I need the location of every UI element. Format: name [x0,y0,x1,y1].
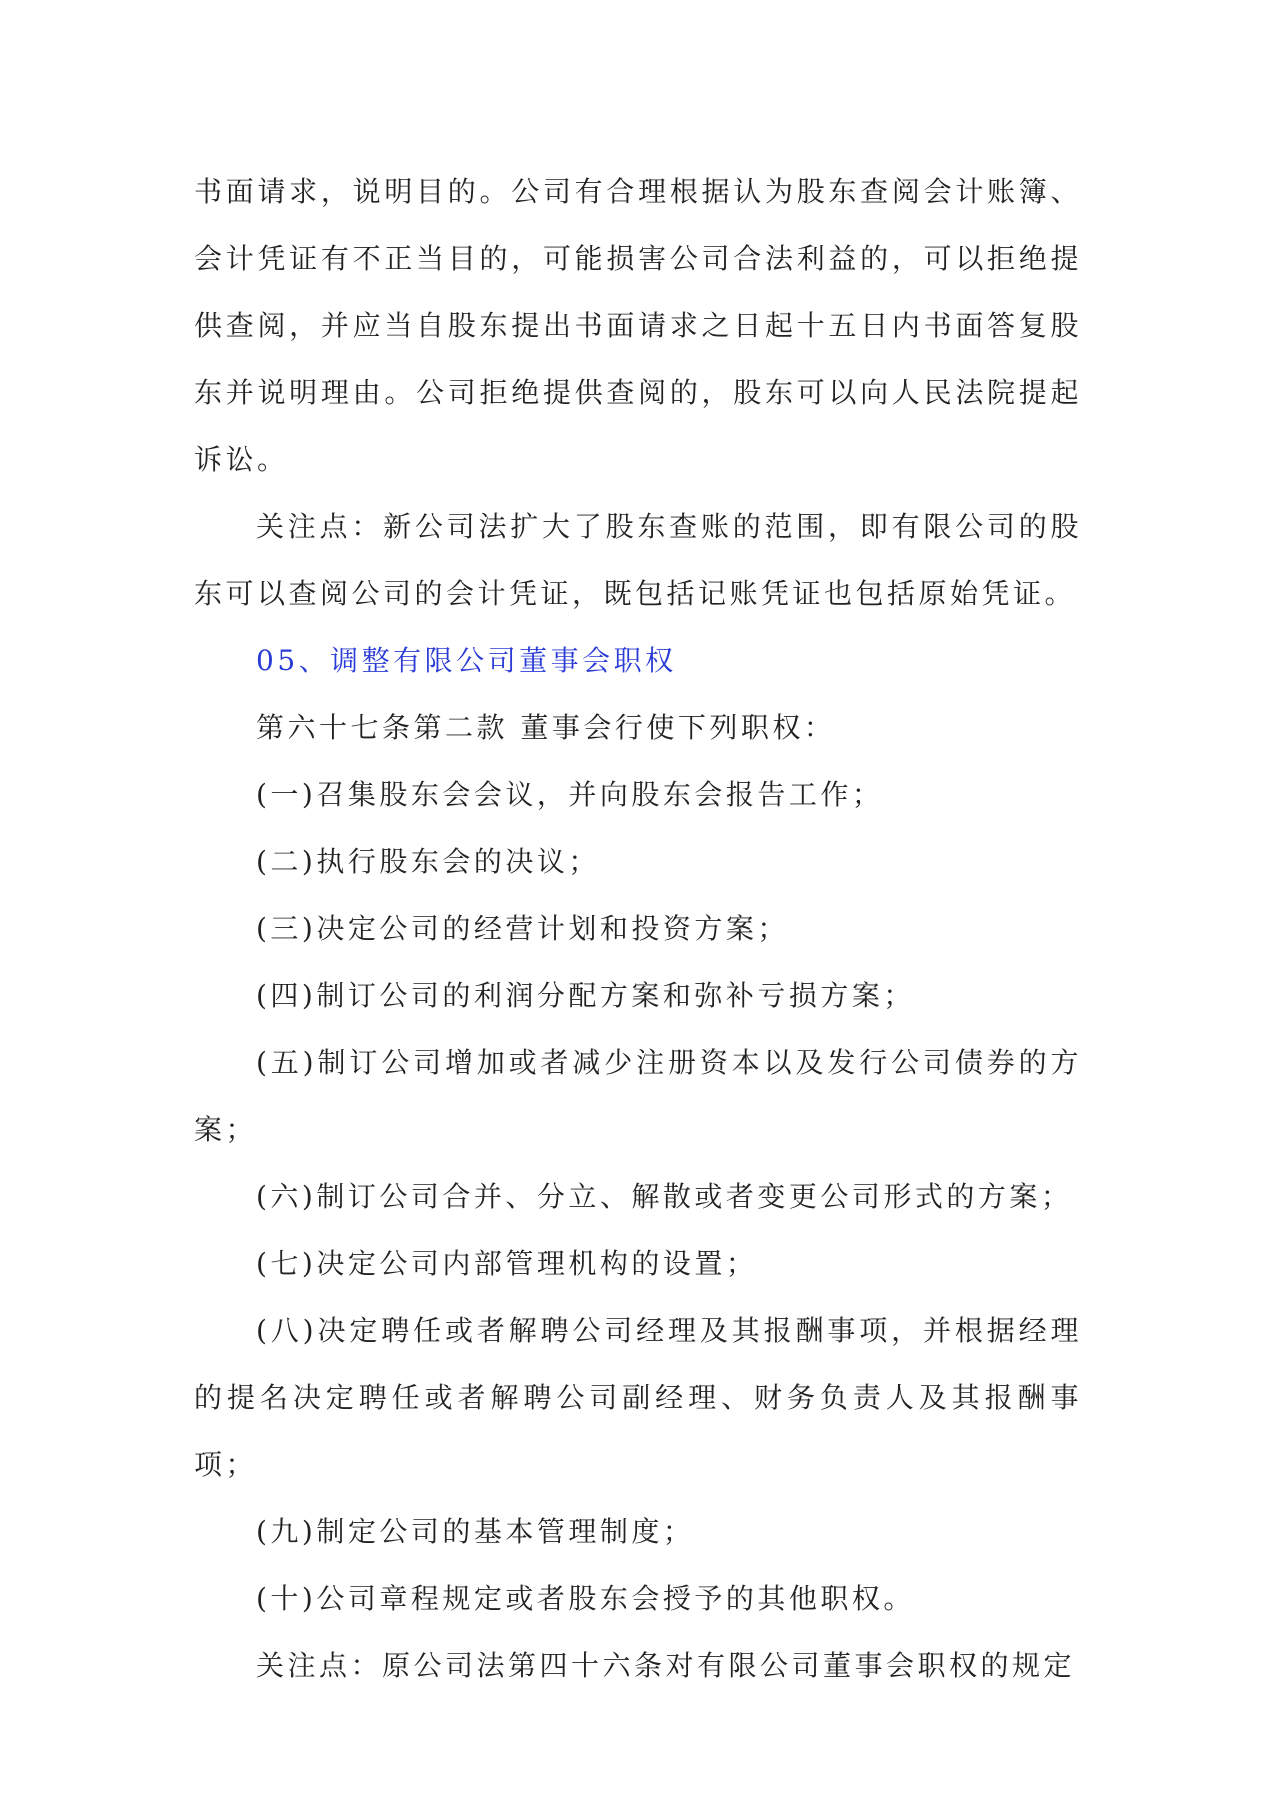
paragraph-note-original-law: 关注点：原公司法第四十六条对有限公司董事会职权的规定 [256,1649,1076,1682]
list-item-power-6: (六)制订公司合并、分立、解散或者变更公司形式的方案； [256,1180,1073,1213]
paragraph-article-67: 第六十七条第二款 董事会行使下列职权： [256,711,836,744]
list-item-power-3: (三)决定公司的经营计划和投资方案； [256,912,789,945]
section-heading-board-powers: 05、调整有限公司董事会职权 [256,644,677,677]
paragraph-inspection-continued: 书面请求，说明目的。公司有合理根据认为股东查阅会计账簿、会计凭证有不正当目的，可能损害公司合法利益的，可以拒绝提供查阅，并应当自股东提出书面请求之日起十五日内书面答复股东并说明理由。公司拒绝提供查阅的，股东可以向人民法院提起诉讼。 [194,175,1082,476]
list-item-power-2: (二)执行股东会的决议； [256,845,600,878]
list-item-power-4: (四)制订公司的利润分配方案和弥补亏损方案； [256,979,915,1012]
list-item-power-1: (一)召集股东会会议，并向股东会报告工作； [256,778,884,811]
list-item-power-7: (七)决定公司内部管理机构的设置； [256,1247,758,1280]
list-item-power-9: (九)制定公司的基本管理制度； [256,1515,695,1548]
document-body [194,158,1082,1699]
paragraph-note-inspection: 关注点：新公司法扩大了股东查账的范围，即有限公司的股东可以查阅公司的会计凭证，既包括记账凭证也包括原始凭证。 [194,510,1082,610]
list-item-power-5: (五)制订公司增加或者减少注册资本以及发行公司债券的方案； [194,1046,1082,1146]
list-item-power-8: (八)决定聘任或者解聘公司经理及其报酬事项，并根据经理的提名决定聘任或者解聘公司副经理、财务负责人及其报酬事项； [194,1314,1082,1481]
list-item-power-10: (十)公司章程规定或者股东会授予的其他职权。 [256,1582,915,1615]
